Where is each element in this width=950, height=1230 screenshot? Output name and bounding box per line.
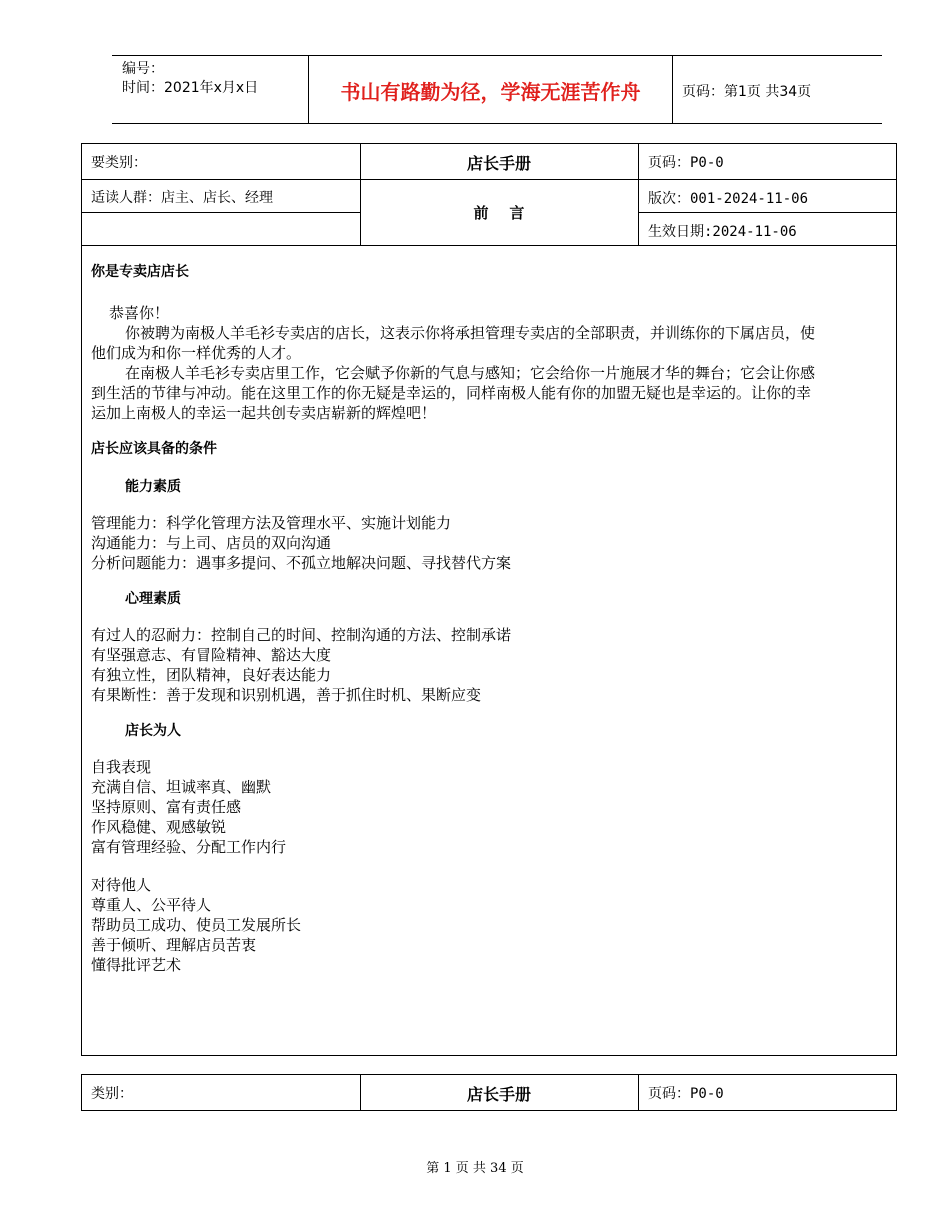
grid-line bbox=[638, 1075, 639, 1110]
running-header bbox=[112, 55, 882, 124]
motto: 书山有路勤为径，学海无涯苦作舟 bbox=[340, 80, 641, 104]
list-item: 充满自信、坦诚率真、幽默 bbox=[91, 778, 272, 796]
page-info: 页码：第1页 共34页 bbox=[682, 84, 812, 100]
list-item: 善于倾听、理解店员苦衷 bbox=[91, 936, 257, 954]
grid-line bbox=[82, 212, 360, 213]
page-code: 页码：P0-0 bbox=[648, 1086, 724, 1102]
doc-title: 店长手册 bbox=[466, 1085, 531, 1104]
paragraph: 到生活的节律与冲动。能在这里工作的你无疑是幸运的，同样南极人能有你的加盟无疑也是幸运的。让你的幸 bbox=[91, 384, 812, 402]
list-item: 作风稳健、观感敏锐 bbox=[91, 818, 227, 836]
section-heading: 你是专卖店店长 bbox=[91, 264, 189, 280]
list-item: 自我表现 bbox=[91, 758, 152, 776]
paragraph: 恭喜你！ bbox=[109, 304, 170, 322]
list-item: 尊重人、公平待人 bbox=[91, 896, 212, 914]
paragraph: 你被聘为南极人羊毛衫专卖店的店长，这表示你将承担管理专卖店的全部职责，并训练你的下属店员，使 bbox=[125, 324, 816, 342]
sub-heading: 心理素质 bbox=[125, 591, 181, 607]
paragraph: 运加上南极人的幸运一起共创专卖店崭新的辉煌吧！ bbox=[91, 404, 437, 422]
page-footer: 第 1 页 共 34 页 bbox=[426, 1161, 524, 1176]
list-item: 有独立性，团队精神，良好表达能力 bbox=[91, 666, 332, 684]
section-title: 前 言 bbox=[473, 204, 525, 222]
header-meta bbox=[122, 60, 258, 98]
list-item: 沟通能力：与上司、店员的双向沟通 bbox=[91, 534, 332, 552]
category-label: 要类别： bbox=[91, 155, 147, 171]
list-item: 分析问题能力：遇事多提问、不孤立地解决问题、寻找替代方案 bbox=[91, 554, 512, 572]
audience: 适读人群：店主、店长、经理 bbox=[91, 190, 273, 206]
sub-heading: 店长为人 bbox=[125, 723, 181, 739]
list-item: 有坚强意志、有冒险精神、豁达大度 bbox=[91, 646, 332, 664]
list-item: 懂得批评艺术 bbox=[91, 956, 182, 974]
grid-line bbox=[638, 212, 896, 213]
list-item: 富有管理经验、分配工作内行 bbox=[91, 838, 287, 856]
version: 版次：001-2024-11-06 bbox=[648, 191, 809, 207]
effective-date: 生效日期:2024-11-06 bbox=[648, 224, 797, 240]
doc-title: 店长手册 bbox=[466, 154, 531, 173]
number-label: 编号： bbox=[122, 61, 164, 77]
list-item: 帮助员工成功、使员工发展所长 bbox=[91, 916, 302, 934]
page-code: 页码：P0-0 bbox=[648, 155, 724, 171]
paragraph: 他们成为和你一样优秀的人才。 bbox=[91, 344, 302, 362]
time-label: 时间：2021年x月x日 bbox=[122, 80, 259, 96]
list-item: 有果断性：善于发现和识别机遇，善于抓住时机、果断应变 bbox=[91, 686, 482, 704]
category-label: 类别： bbox=[91, 1086, 133, 1102]
list-item: 有过人的忍耐力：控制自己的时间、控制沟通的方法、控制承诺 bbox=[91, 626, 512, 644]
bottom-header bbox=[81, 1074, 897, 1111]
section-heading: 店长应该具备的条件 bbox=[91, 441, 217, 457]
document-frame bbox=[81, 143, 897, 1056]
list-item: 对待他人 bbox=[91, 876, 152, 894]
list-item: 坚持原则、富有责任感 bbox=[91, 798, 242, 816]
grid-line bbox=[82, 179, 896, 180]
list-item: 管理能力：科学化管理方法及管理水平、实施计划能力 bbox=[91, 514, 452, 532]
paragraph: 在南极人羊毛衫专卖店里工作，它会赋予你新的气息与感知；它会给你一片施展才华的舞台；它会让你感 bbox=[125, 364, 816, 382]
document-body bbox=[91, 262, 887, 975]
divider bbox=[672, 56, 673, 123]
grid-line bbox=[638, 144, 639, 245]
grid-line bbox=[82, 245, 896, 246]
sub-heading: 能力素质 bbox=[125, 479, 181, 495]
